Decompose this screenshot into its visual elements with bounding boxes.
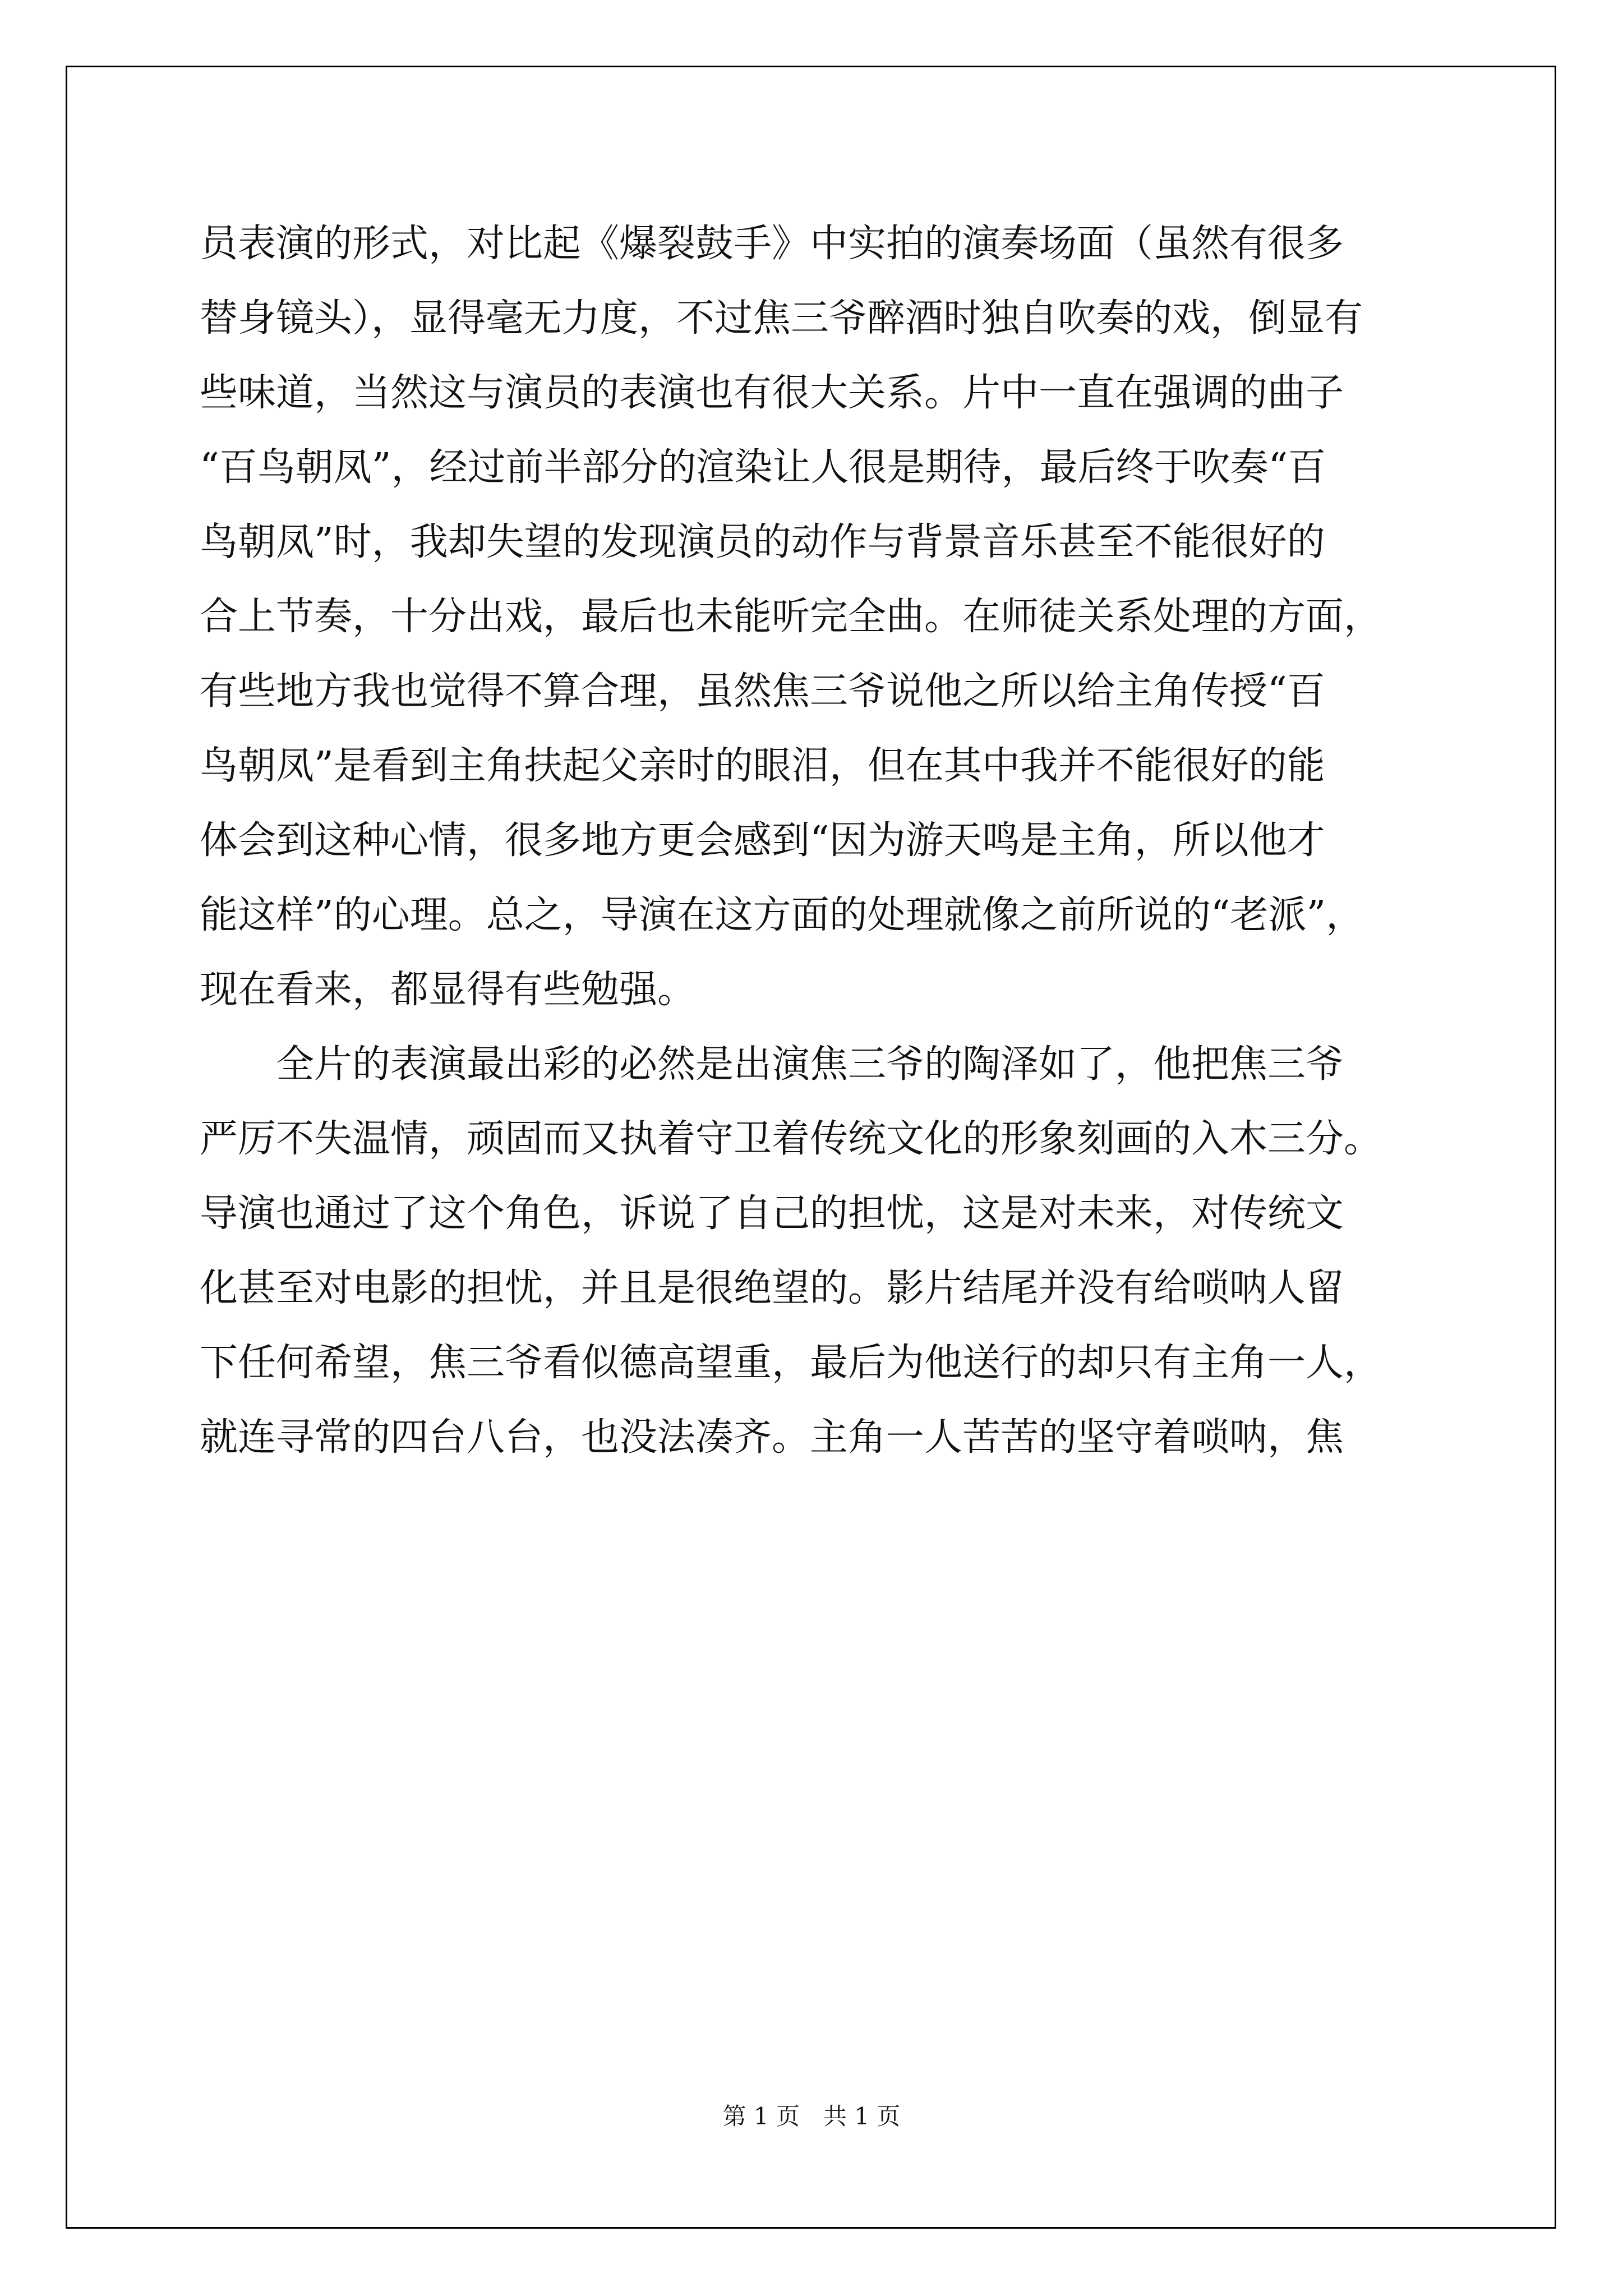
text-line-15: 化甚至对电影的担忧，并且是很绝望的。影片结尾并没有给唢呐人留 (200, 1266, 1344, 1310)
text-line-2: 替身镜头），显得毫无力度，不过焦三爷醉酒时独自吹奏的戏，倒显有 (200, 296, 1363, 341)
text-line-1: 员表演的形式，对比起《爆裂鼓手》中实拍的演奏场面（虽然有很多 (200, 222, 1344, 266)
text-line-8: 鸟朝凤”是看到主角扶起父亲时的眼泪，但在其中我并不能很好的能 (200, 744, 1325, 788)
text-line-11: 现在看来，都显得有些勉强。 (200, 968, 696, 1012)
text-line-16: 下任何希望，焦三爷看似德高望重，最后为他送行的却只有主角一人， (200, 1341, 1382, 1385)
page-footer: 第 1 页 共 1 页 (722, 2102, 901, 2130)
text-line-7: 有些地方我也觉得不算合理，虽然焦三爷说他之所以给主角传授“百 (200, 669, 1325, 714)
text-line-5: 鸟朝凤”时，我却失望的发现演员的动作与背景音乐甚至不能很好的 (200, 520, 1325, 564)
text-line-6: 合上节奏，十分出戏，最后也未能听完全曲。在师徒关系处理的方面， (200, 595, 1382, 639)
text-line-14: 导演也通过了这个角色，诉说了自己的担忧，这是对未来，对传统文 (200, 1191, 1344, 1236)
text-line-10: 能这样”的心理。总之，导演在这方面的处理就像之前所说的“老派”， (200, 893, 1364, 937)
text-line-9: 体会到这种心情，很多地方更会感到“因为游天鸣是主角，所以他才 (200, 818, 1325, 863)
text-line-4: “百鸟朝凤”，经过前半部分的渲染让人很是期待，最后终于吹奏“百 (200, 445, 1326, 490)
text-line-17: 就连寻常的四台八台，也没法凑齐。主角一人苦苦的坚守着唢呐，焦 (200, 1415, 1344, 1460)
text-line-3: 些味道，当然这与演员的表演也有很大关系。片中一直在强调的曲子 (200, 371, 1344, 415)
text-line-12: 全片的表演最出彩的必然是出演焦三爷的陶泽如了，他把焦三爷 (276, 1042, 1344, 1087)
text-line-13: 严厉不失温情，顽固而又执着守卫着传统文化的形象刻画的入木三分。 (200, 1117, 1382, 1161)
